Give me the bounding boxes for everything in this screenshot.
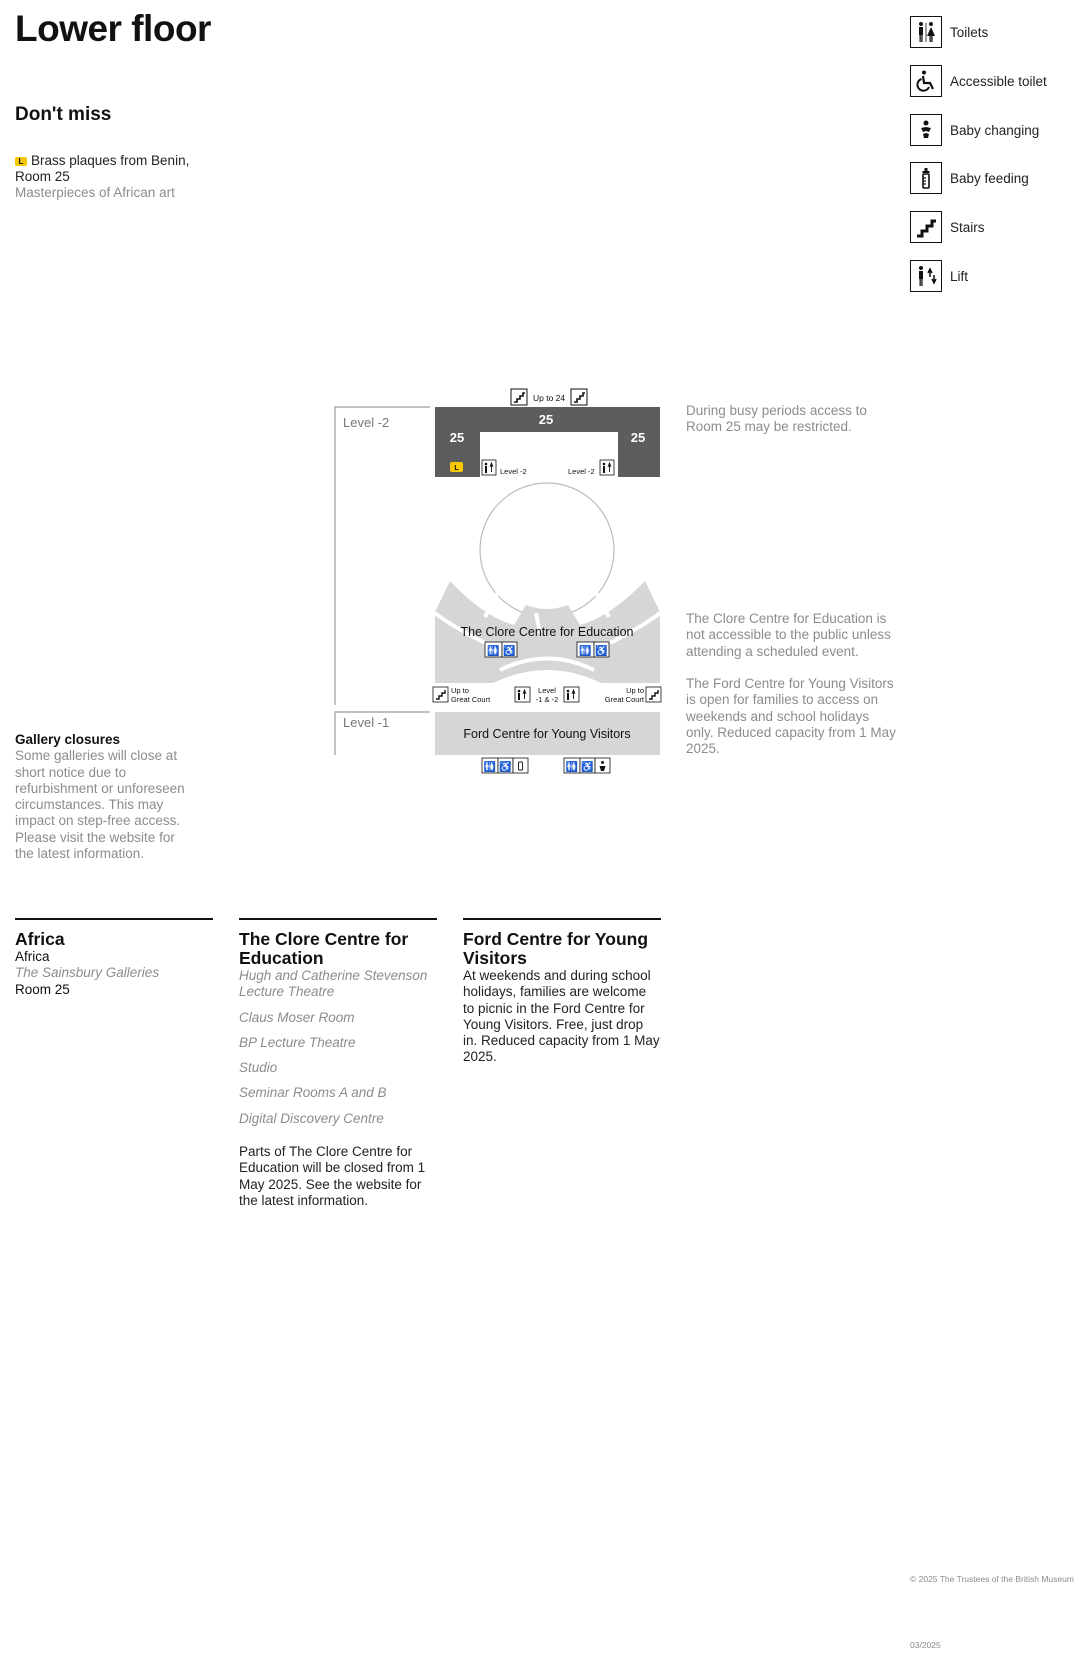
clore-toilets-right[interactable]	[577, 642, 594, 657]
clore-room: Seminar Rooms A and B	[239, 1085, 387, 1101]
clore-toilets-left[interactable]	[485, 642, 502, 657]
legend-stairs	[910, 211, 985, 243]
legend-label: Lift	[950, 268, 969, 284]
copyright: © 2025 The Trustees of the British Museum	[910, 1574, 1074, 1584]
up-to-label-right: Up to	[626, 686, 644, 695]
note-busy-periods: During busy periods access to Room 25 may be restricted.	[686, 403, 867, 435]
level-minus1-label: Level -1	[343, 715, 390, 730]
reading-room-outline	[480, 483, 614, 617]
page-title: Lower floor	[15, 8, 211, 49]
lift-level-minus2-right[interactable]	[600, 460, 614, 475]
highlight-badge: L	[15, 157, 27, 166]
toilets-icon: 🚻	[483, 762, 497, 773]
floor-map	[300, 385, 700, 785]
lift-label-right: Level -2	[568, 467, 595, 476]
clore-title: The Clore Centre for Education	[239, 929, 409, 968]
column-ford	[463, 918, 661, 1066]
baby-changing-icon	[601, 761, 604, 764]
room-25-label-right: 25	[630, 430, 646, 445]
accessible-toilet-icon: ♿	[503, 646, 516, 657]
highlight-marker-label: L	[454, 465, 459, 472]
stairs-up-right[interactable]	[571, 389, 587, 405]
lift-levels-left[interactable]	[515, 687, 530, 702]
africa-room: Room 25	[15, 981, 70, 997]
legend-label: Baby feeding	[950, 170, 1029, 186]
legend-baby-changing	[910, 114, 1039, 146]
lift-level-minus2-left[interactable]	[482, 460, 496, 475]
africa-title: Africa	[15, 929, 65, 949]
highlight-room: Room 25	[15, 169, 70, 184]
great-court-label-right: Great Court	[604, 695, 644, 704]
africa-subtitle: Africa	[15, 949, 50, 964]
gallery-closures-body: Some galleries will close at short notice due to refurbishment or unforeseen circumstances. This may impact on step-free access. Please visit the website for the latest information.	[15, 748, 185, 862]
legend-label: Stairs	[950, 219, 985, 235]
accessible-toilet-icon	[910, 65, 942, 97]
accessible-toilet-icon: ♿	[581, 762, 594, 773]
lift-levels-right[interactable]	[564, 687, 579, 702]
gallery-closures-title: Gallery closures	[15, 732, 121, 747]
note-ford-access: The Ford Centre for Young Visitors is open for families to access on weekends and school holidays only. Reduced capacity from 1 May 2025.	[686, 676, 896, 757]
clore-accessible-left[interactable]	[502, 642, 517, 657]
stairs-great-court-left[interactable]	[433, 687, 448, 702]
up-to-label-left: Up to	[451, 686, 469, 695]
clore-room: Digital Discovery Centre	[239, 1110, 384, 1126]
ford-facilities-left[interactable]	[482, 758, 528, 773]
toilets-icon: 🚻	[565, 762, 579, 773]
ford-centre-label: Ford Centre for Young Visitors	[463, 727, 631, 741]
ford-title: Ford Centre for Young Visitors	[463, 929, 649, 968]
lift-levels-label-2: -1 & -2	[535, 695, 559, 704]
level-minus2-bracket	[335, 407, 430, 705]
dont-miss-heading: Don't miss	[15, 104, 112, 125]
room-25-label-top: 25	[538, 412, 554, 427]
stairs-icon	[910, 211, 942, 243]
africa-gallery: The Sainsbury Galleries	[15, 965, 160, 981]
highlight-title: Brass plaques from Benin,	[31, 153, 190, 168]
toilets-icon	[910, 16, 942, 48]
great-court-label-left: Great Court	[451, 695, 491, 704]
legend-label: Toilets	[950, 24, 989, 40]
highlight-entry	[15, 153, 205, 201]
toilets-icon: 🚻	[579, 646, 592, 657]
clore-note: Parts of The Clore Centre for Education will be closed from 1 May 2025. See the website for the latest information.	[239, 1144, 426, 1208]
lift-levels-label-1: Level	[538, 686, 556, 695]
room-25-label-left: 25	[449, 430, 465, 445]
baby-feeding-icon	[910, 162, 942, 194]
baby-changing-icon	[910, 114, 942, 146]
gallery-closures	[15, 732, 190, 862]
stairs-great-court-right[interactable]	[646, 687, 661, 702]
clore-centre-label: The Clore Centre for Education	[460, 625, 634, 639]
lift-label-left: Level -2	[500, 467, 527, 476]
lift-icon	[910, 260, 942, 292]
level-minus2-label: Level -2	[343, 415, 390, 430]
legend-lift	[910, 260, 968, 292]
legend-baby-feeding	[910, 162, 1029, 194]
legend-toilets	[910, 16, 988, 48]
note-clore-access: The Clore Centre for Education is not accessible to the public unless attending a scheduled event.	[686, 611, 891, 659]
legend-label: Accessible toilet	[950, 73, 1047, 89]
column-clore	[239, 918, 437, 1209]
legend-label: Baby changing	[950, 122, 1040, 138]
clore-accessible-right[interactable]	[594, 642, 609, 657]
accessible-toilet-icon: ♿	[499, 762, 512, 773]
ford-body: At weekends and during school holidays, families are welcome to picnic in the Ford Centre for Young Visitors. Free, just drop in. Reduced capacity from 1 May 2025.	[463, 968, 660, 1065]
clore-room: BP Lecture Theatre	[239, 1034, 356, 1050]
accessible-toilet-icon: ♿	[595, 646, 608, 657]
print-date: 03/2025	[910, 1640, 941, 1650]
clore-room: Studio	[239, 1060, 278, 1076]
column-africa	[15, 918, 213, 998]
highlight-desc: Masterpieces of African art	[15, 185, 175, 200]
clore-room: Claus Moser Room	[239, 1009, 355, 1025]
up-to-24-label: Up to 24	[533, 393, 566, 403]
toilets-icon: 🚻	[487, 646, 500, 657]
clore-room: Hugh and Catherine Stevenson Lecture Theatre	[239, 968, 428, 1000]
stairs-up-left[interactable]	[511, 389, 527, 405]
legend-accessible-toilet	[910, 65, 1047, 97]
ford-facilities-right[interactable]	[564, 758, 610, 773]
